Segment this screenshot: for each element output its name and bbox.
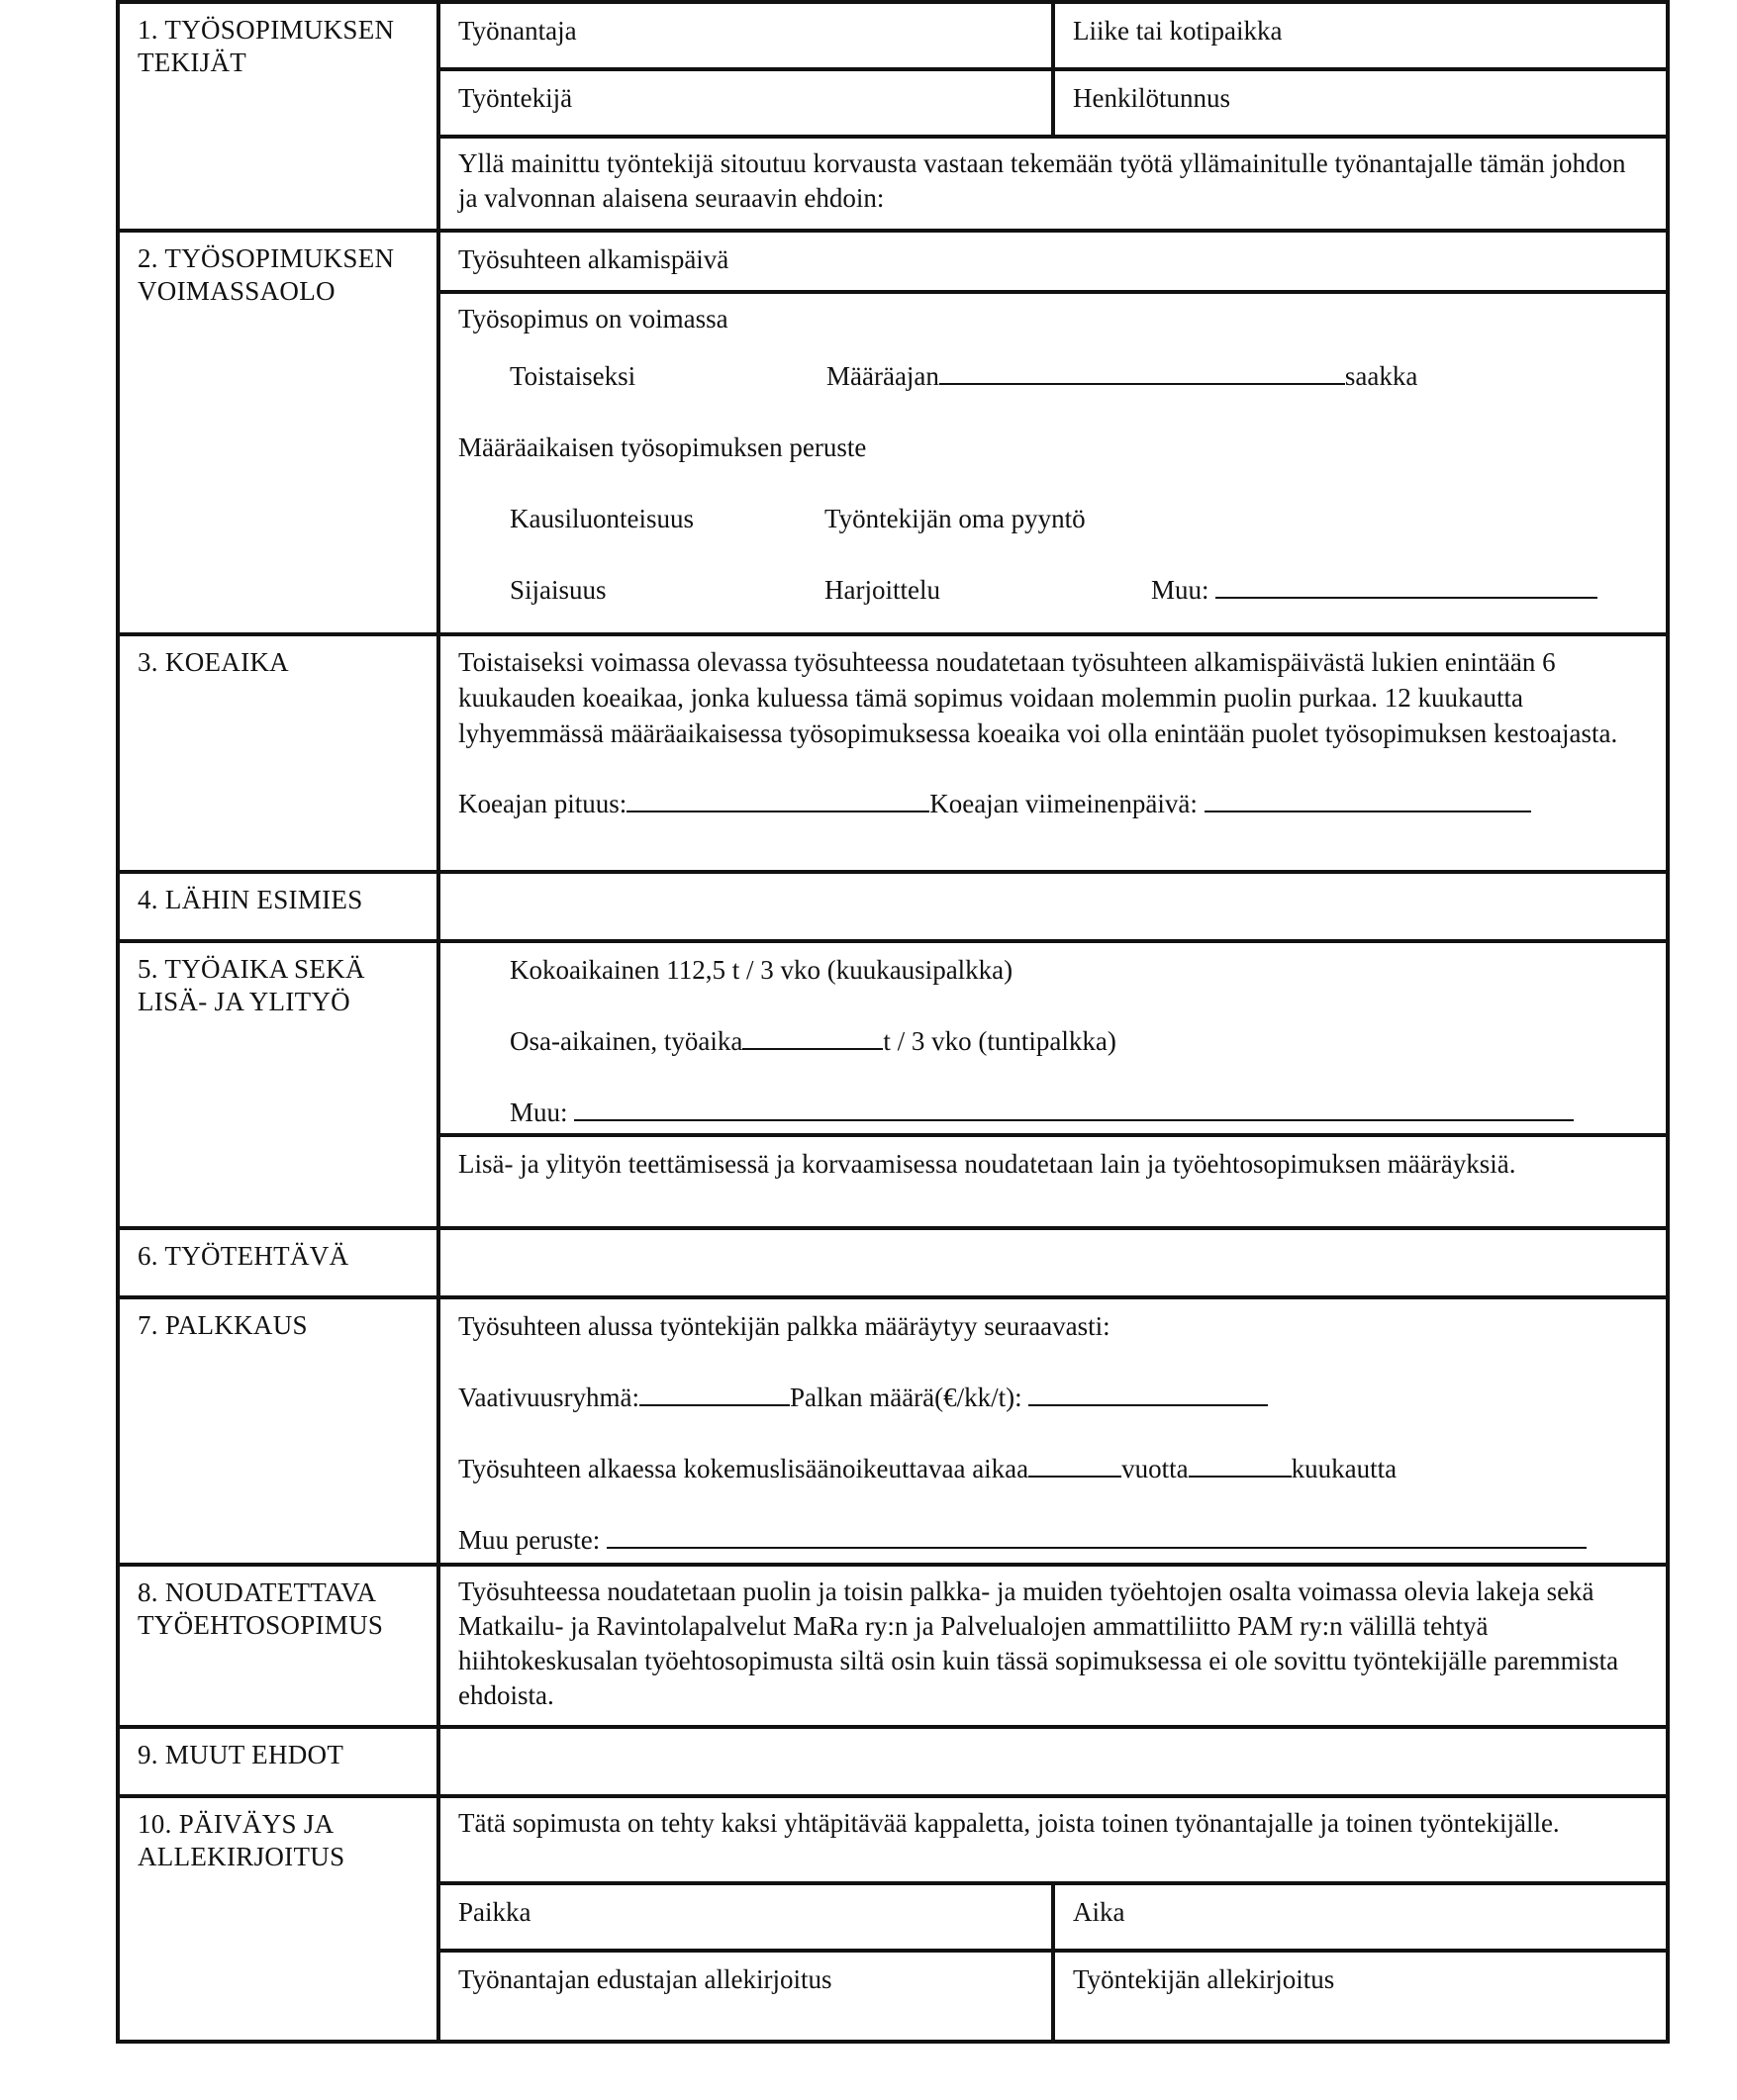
section-supervisor — [116, 874, 1670, 943]
section-trial-period — [116, 636, 1670, 874]
section-label: 3. KOEAIKA — [120, 636, 440, 870]
employer-field[interactable]: Työnantaja — [440, 4, 1055, 67]
option-seasonal[interactable]: Kausiluonteisuus — [510, 504, 694, 533]
section-label: 4. LÄHIN ESIMIES — [120, 874, 440, 939]
section-label: 5. TYÖAIKA SEKÄ LISÄ- JA YLITYÖ — [120, 943, 440, 1226]
section-other-terms — [116, 1729, 1670, 1798]
employee-field[interactable]: Työntekijä — [440, 71, 1055, 135]
valid-label: Työsopimus on voimassa — [458, 304, 728, 334]
employer-signature-field[interactable]: Työnantajan edustajan allekirjoitus — [440, 1953, 1055, 2040]
experience-line[interactable]: Työsuhteen alkaessa kokemuslisäänoikeuttavaa aikaa vuotta kuukautta — [458, 1454, 1398, 1483]
section-label: 10. PÄIVÄYS JA ALLEKIRJOITUS — [120, 1798, 440, 2040]
employee-signature-field[interactable]: Työntekijän allekirjoitus — [1073, 1964, 1335, 1994]
other-basis-line[interactable]: Muu peruste: — [458, 1523, 1650, 1558]
section-job-duties — [116, 1230, 1670, 1299]
section-label: 2. TYÖSOPIMUKSEN VOIMASSAOLO — [120, 233, 440, 632]
start-date-field[interactable]: Työsuhteen alkamispäivä — [458, 244, 729, 274]
trial-period-text: Toistaiseksi voimassa olevassa työsuhteessa noudatetaan työsuhteen alkamispäivästä lukien enintään 6 kuukauden koeaikaa, jonka kuluessa tämä sopimus voidaan molemmin puolin purkaa. 12 kuukautta lyhyemmässä määräaikaisessa työsopimuksessa koeaika voi olla enintään puolet työsopimuksen kestoajasta. — [458, 647, 1618, 748]
supervisor-field[interactable] — [440, 874, 1666, 939]
option-other-hours[interactable]: Muu: — [458, 1096, 1650, 1130]
option-training[interactable]: Harjoittelu — [824, 575, 940, 605]
basis-label: Määräaikaisen työsopimuksen peruste — [458, 432, 867, 462]
domicile-field[interactable]: Liike tai kotipaikka — [1073, 16, 1283, 46]
place-field[interactable]: Paikka — [440, 1885, 1055, 1949]
commitment-text: Yllä mainittu työntekijä sitoutuu korvausta vastaan tekemään työtä yllämainitulle työnantajalle tämän johdon ja valvonnan alaisena seuraavin ehdoin: — [458, 148, 1626, 213]
section-pay — [116, 1299, 1670, 1567]
section-label: 7. PALKKAUS — [120, 1299, 440, 1563]
section-working-hours — [116, 943, 1670, 1230]
option-own-request[interactable]: Työntekijän oma pyyntö — [824, 504, 1086, 533]
pay-group-line[interactable]: Vaativuusryhmä: Palkan määrä(€/kk/t): — [458, 1381, 1650, 1452]
pay-intro: Työsuhteen alussa työntekijän palkka määräytyy seuraavasti: — [458, 1311, 1110, 1341]
overtime-text: Lisä- ja ylityön teettämisessä ja korvaamisessa noudatetaan lain ja työehtosopimuksen määräyksiä. — [458, 1149, 1516, 1179]
section-label: 1. TYÖSOPIMUKSEN TEKIJÄT — [120, 4, 440, 229]
employment-contract-form — [116, 0, 1670, 2044]
job-duties-field[interactable] — [440, 1230, 1666, 1295]
option-fixed-term[interactable]: Määräajan saakka — [826, 361, 1418, 391]
ssn-field[interactable]: Henkilötunnus — [1073, 83, 1230, 113]
collective-agreement-text: Työsuhteessa noudatetaan puolin ja toisin palkka- ja muiden työehtojen osalta voimassa olevia lakeja sekä Matkailu- ja Ravintolapalvelut MaRa ry:n ja Palvelualojen ammattiliitto PAM ry:n välillä tehtyä hiihtokeskusalan työehtosopimusta siltä osin kuin tässä sopimuksessa ei ole sovittu työntekijälle paremmista ehdoista. — [458, 1576, 1619, 1710]
option-part-time[interactable]: Osa-aikainen, työaika t / 3 vko (tuntipalkka) — [510, 1026, 1116, 1056]
option-indefinite[interactable]: Toistaiseksi — [510, 361, 636, 391]
time-field[interactable]: Aika — [1073, 1897, 1125, 1927]
section-label: 6. TYÖTEHTÄVÄ — [120, 1230, 440, 1295]
section-validity — [116, 233, 1670, 636]
section-label: 9. MUUT EHDOT — [120, 1729, 440, 1794]
section-label: 8. NOUDATETTAVA TYÖEHTOSOPIMUS — [120, 1567, 440, 1725]
option-substitute[interactable]: Sijaisuus — [510, 575, 607, 605]
option-full-time[interactable]: Kokoaikainen 112,5 t / 3 vko (kuukausipalkka) — [510, 955, 1013, 985]
trial-length-line[interactable]: Koeajan pituus: Koeajan viimeinenpäivä: — [458, 787, 1650, 821]
section-signatures — [116, 1798, 1670, 2044]
section-collective-agreement — [116, 1567, 1670, 1729]
other-terms-field[interactable] — [440, 1729, 1666, 1794]
section-parties — [116, 0, 1670, 233]
option-other[interactable]: Muu: — [1151, 573, 1597, 608]
copies-text: Tätä sopimusta on tehty kaksi yhtäpitävää kappaletta, joista toinen työnantajalle ja toinen työntekijälle. — [458, 1808, 1560, 1838]
